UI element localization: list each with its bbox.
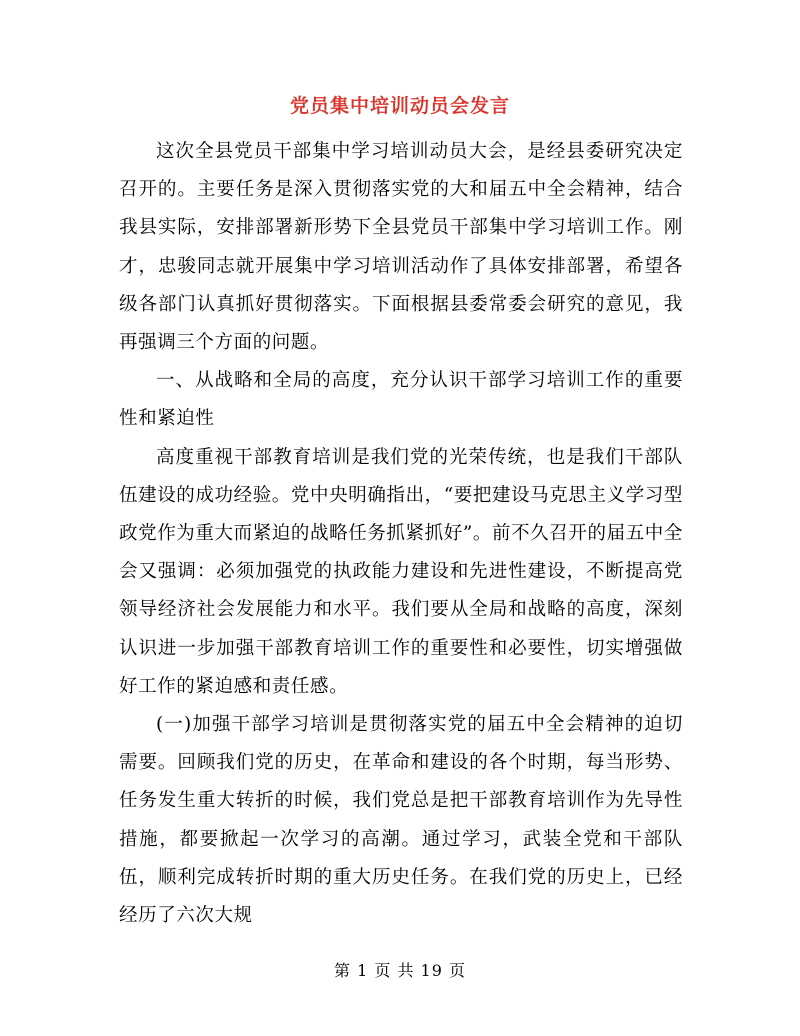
paragraph-section-1: 高度重视干部教育培训是我们党的光荣传统，也是我们干部队伍建设的成功经验。党中央明确指出，“要把建设马克思主义学习型政党作为重大而紧迫的战略任务抓紧抓好”。前不久召开的届五中全会又强调：必须加强党的执政能力建设和先进性建设，不断提高党领导经济社会发展能力和水平。我们要从全局和战略的高度，深刻认识进一步加强干部教育培训工作的重要性和必要性，切实增强做好工作的紧迫感和责任感。 bbox=[119, 446, 683, 697]
page-number-footer: 第 1 页 共 19 页 bbox=[334, 961, 466, 980]
paragraph-subsection-1: (一)加强干部学习培训是贯彻落实党的届五中全会精神的迫切需要。回顾我们党的历史，在革命和建设的各个时期，每当形势、任务发生重大转折的时候，我们党总是把干部教育培训作为先导性措施，都要掀起一次学习的高潮。通过学习，武装全党和干部队伍，顺利完成转折时期的重大历史任务。在我们党的历史上，已经经历了六次大规 bbox=[119, 714, 683, 927]
document-title: 党员集中培训动员会发言 bbox=[289, 95, 510, 117]
paragraph-intro: 这次全县党员干部集中学习培训动员大会，是经县委研究决定召开的。主要任务是深入贯彻落实党的大和届五中全会精神，结合我县实际，安排部署新形势下全县党员干部集中学习培训工作。刚才，忠骏同志就开展集中学习培训活动作了具体安排部署，希望各级各部门认真抓好贯彻落实。下面根据县委常委会研究的意见，我再强调三个方面的问题。 bbox=[119, 141, 683, 354]
document-body bbox=[119, 133, 683, 935]
section-heading-1: 一、从战略和全局的高度，充分认识干部学习培训工作的重要性和紧迫性 bbox=[119, 370, 683, 430]
